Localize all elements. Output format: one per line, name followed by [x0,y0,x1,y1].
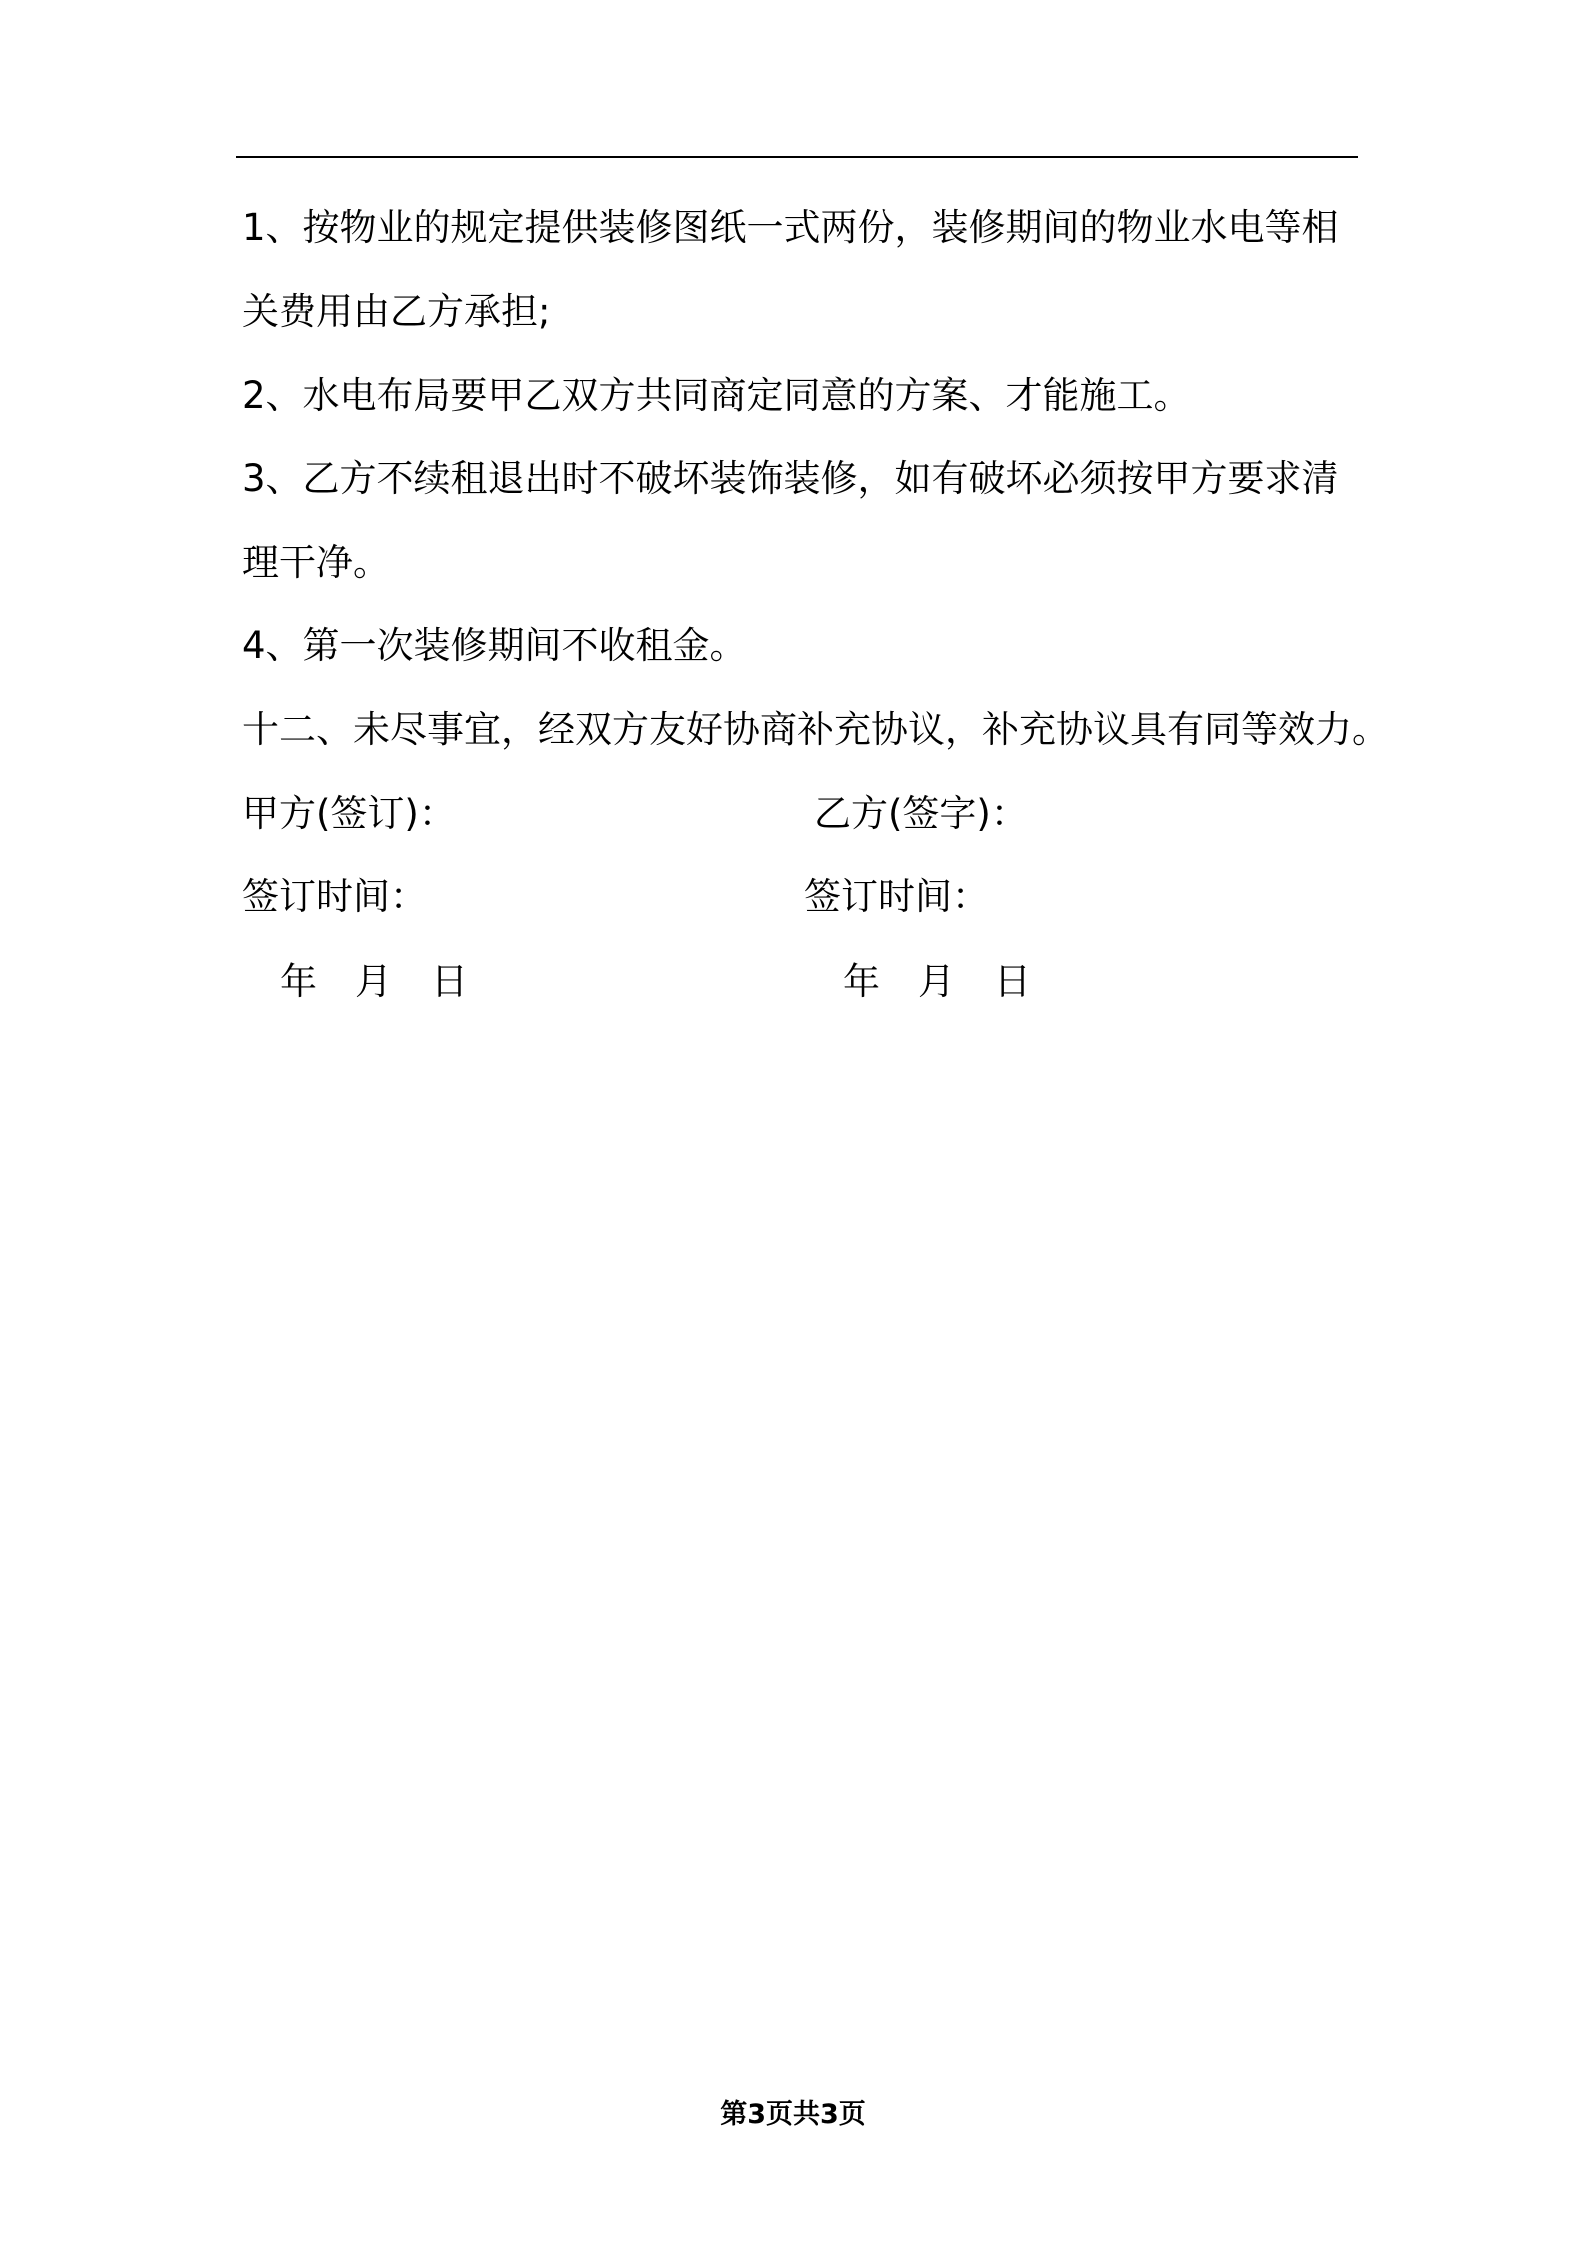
clause-4: 4、第一次装修期间不收租金。 [242,624,747,667]
party-b-sign-time-label: 签订时间： [804,875,989,918]
party-a-sign-time-label: 签订时间： [242,875,427,918]
party-b-day: 日 [994,960,1031,1003]
page-number: 第3页共3页 [720,2099,866,2130]
party-b-signature-label: 乙方(签字)： [814,792,1028,835]
header-rule [236,156,1358,158]
party-a-day: 日 [431,960,468,1003]
party-a-signature-label: 甲方(签订)： [242,792,456,835]
party-a-year: 年 [280,960,317,1003]
party-b-month: 月 [918,960,955,1003]
party-b-year: 年 [843,960,880,1003]
article-12: 十二、未尽事宜，经双方友好协商补充协议，补充协议具有同等效力。 [242,708,1389,751]
clause-1-line-2: 关费用由乙方承担; [242,290,551,333]
clause-1-line-1: 1、按物业的规定提供装修图纸一式两份，装修期间的物业水电等相 [242,206,1339,249]
clause-2: 2、水电布局要甲乙双方共同商定同意的方案、才能施工。 [242,374,1191,417]
party-a-month: 月 [355,960,392,1003]
clause-3-line-1: 3、乙方不续租退出时不破坏装饰装修，如有破坏必须按甲方要求清 [242,457,1339,500]
clause-3-line-2: 理干净。 [242,541,390,584]
